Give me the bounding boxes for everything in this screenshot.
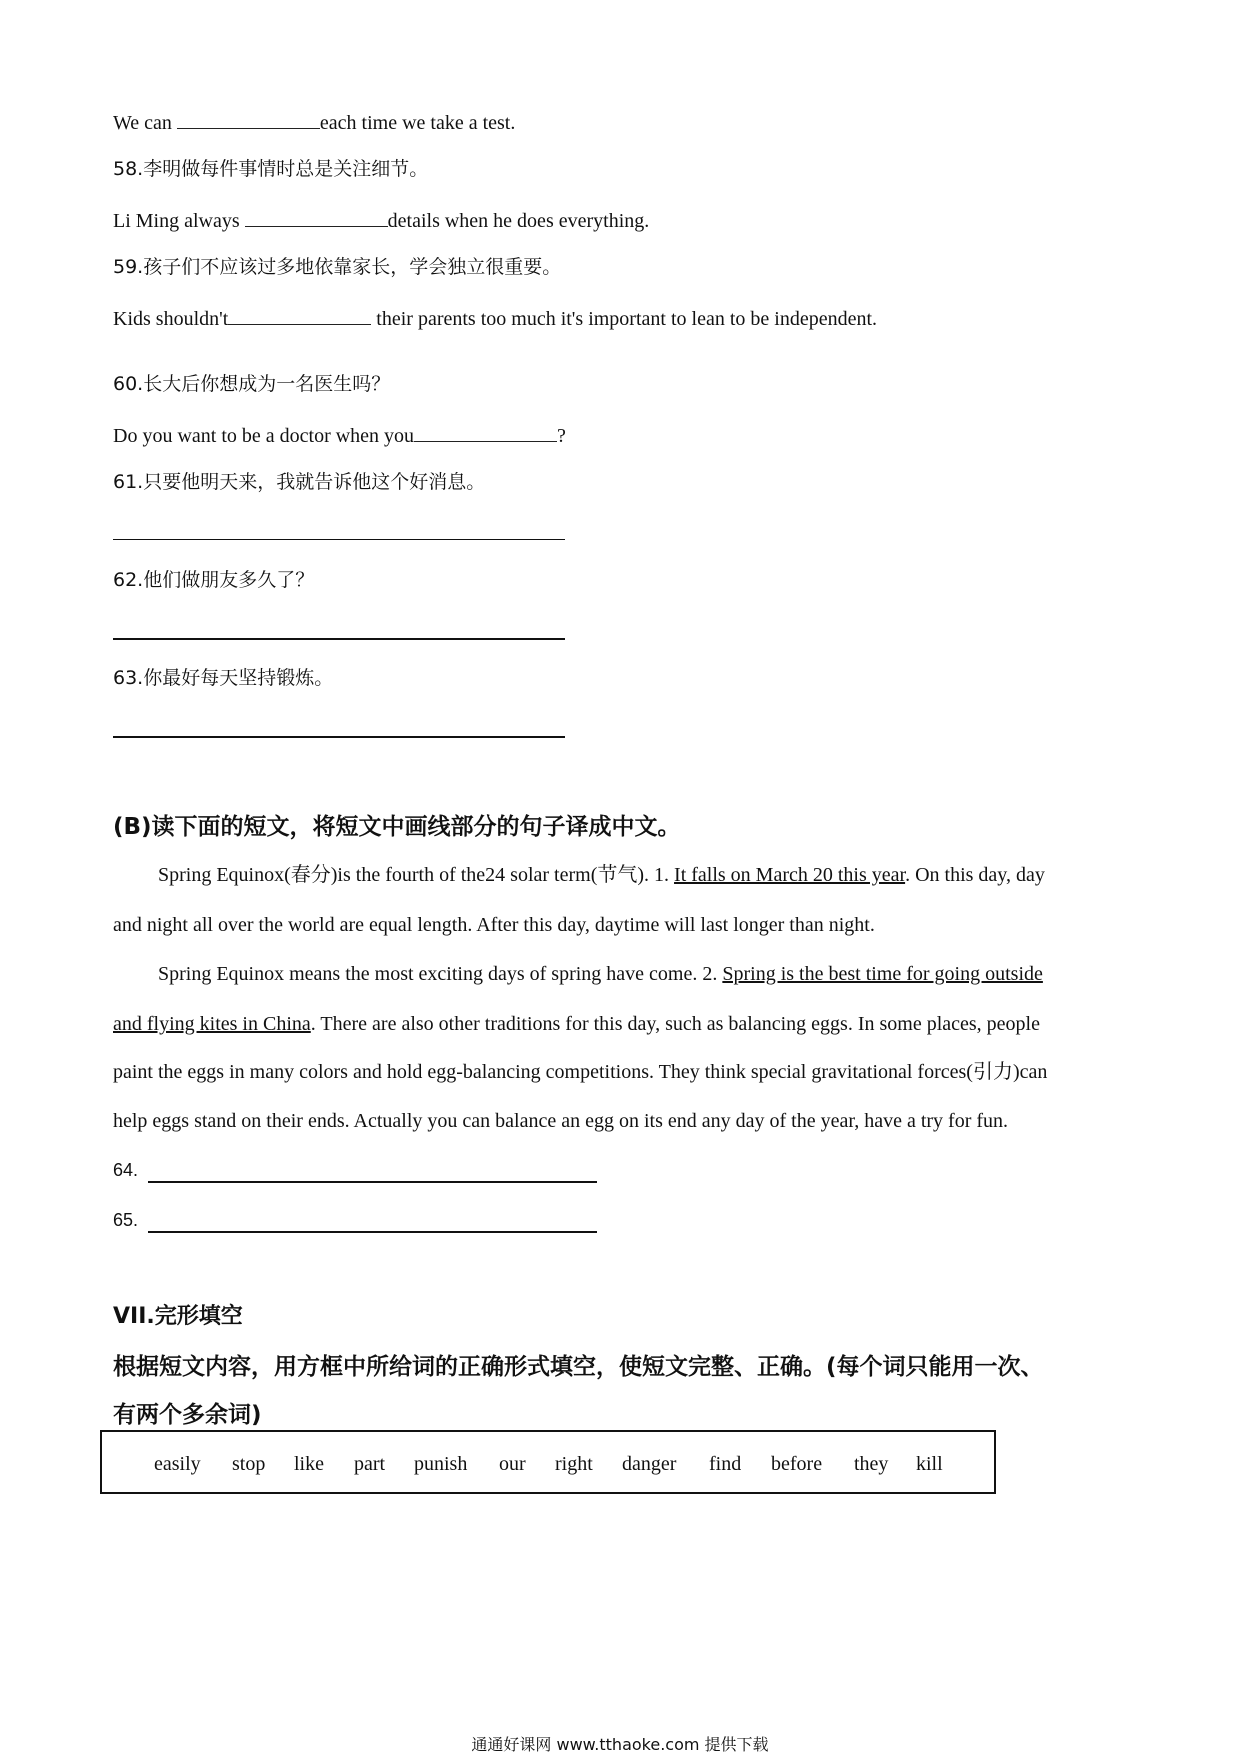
section-7-instructions-1: 根据短文内容，用方框中所给词的正确形式填空，使短文完整、正确。(每个词只能用一次、 (113, 1354, 1044, 1380)
underlined-sentence-2-part-a: Spring is the best time for going outside (722, 963, 1043, 985)
q58-pre: Li Ming always (113, 210, 245, 232)
q62-answer-line[interactable] (113, 638, 565, 640)
q65-answer-line[interactable] (148, 1231, 597, 1233)
passage-line-3 (113, 961, 1130, 987)
word-before: before (771, 1453, 823, 1475)
word-part: part (354, 1453, 386, 1475)
word-find: find (709, 1453, 742, 1475)
passage-p1-a: Spring Equinox(春分)is the fourth of the24 solar term(节气). 1. (158, 864, 675, 886)
word-punish: punish (414, 1453, 468, 1475)
passage-line-4 (113, 1011, 1130, 1037)
underlined-sentence-2-part-b: and flying kites in China (113, 1013, 311, 1035)
q64-answer-line[interactable] (148, 1181, 597, 1183)
passage-line-1 (113, 862, 1130, 888)
q60-line (113, 421, 566, 449)
passage-p3-a: Spring Equinox means the most exciting days of spring have come. 2. (158, 963, 723, 985)
word-like: like (294, 1453, 324, 1475)
word-kill: kill (916, 1453, 943, 1475)
q57-blank[interactable] (177, 108, 320, 129)
word-our: our (499, 1453, 526, 1475)
word-they: they (854, 1453, 889, 1475)
q60-pre: Do you want to be a doctor when you (113, 425, 415, 447)
q58-prompt: 58.李明做每件事情时总是关注细节。 (113, 158, 429, 180)
q63-prompt: 63.你最好每天坚持锻炼。 (113, 667, 334, 689)
word-danger: danger (622, 1453, 677, 1475)
passage-line-2: and night all over the world are equal length. After this day, daytime will last longer than night. (113, 914, 875, 936)
q59-post: their parents too much it's important to lean to be independent. (371, 308, 877, 330)
passage-line-6: help eggs stand on their ends. Actually you can balance an egg on its end any day of the year, have a try for fun. (113, 1110, 1009, 1132)
q60-blank[interactable] (414, 421, 557, 442)
q57-line (113, 108, 515, 136)
q63-answer-line[interactable] (113, 736, 565, 738)
q62-prompt: 62.他们做朋友多久了？ (113, 569, 315, 591)
q64-label: 64. (113, 1160, 139, 1180)
passage-line-5: paint the eggs in many colors and hold egg-balancing competitions. They think special gravitational forces(引力)can (113, 1061, 1048, 1083)
underlined-sentence-1: It falls on March 20 this year (674, 864, 906, 886)
q58-blank[interactable] (245, 206, 388, 227)
q58-post: details when he does everything. (387, 210, 650, 232)
section-7-instructions-2: 有两个多余词) (113, 1402, 262, 1428)
word-easily: easily (154, 1453, 201, 1475)
q61-prompt: 61.只要他明天来，我就告诉他这个好消息。 (113, 471, 486, 493)
q60-post: ? (557, 425, 566, 447)
q57-pre: We can (113, 112, 177, 134)
q65-label: 65. (113, 1210, 139, 1230)
q59-pre: Kids shouldn't (113, 308, 229, 330)
q59-prompt: 59.孩子们不应该过多地依靠家长，学会独立很重要。 (113, 256, 562, 278)
passage-p4-b: . There are also other traditions for this day, such as balancing eggs. In some places, people (310, 1013, 1040, 1035)
word-right: right (555, 1453, 593, 1475)
section-7-heading: VII.完形填空 (113, 1304, 243, 1329)
q59-line (113, 304, 877, 332)
word-stop: stop (232, 1453, 266, 1475)
passage-p1-b: . On this day, day (905, 864, 1045, 886)
q58-line (113, 206, 649, 234)
section-b-heading: (B)读下面的短文，将短文中画线部分的句子译成中文。 (113, 814, 681, 840)
footer-source: 通通好课网 www.tthaoke.com 提供下载 (471, 1735, 769, 1754)
q57-post: each time we take a test. (319, 112, 516, 134)
q61-answer-line[interactable] (113, 539, 565, 540)
q59-blank[interactable] (228, 304, 371, 325)
word-box (100, 1430, 996, 1494)
q60-prompt: 60.长大后你想成为一名医生吗？ (113, 373, 391, 395)
